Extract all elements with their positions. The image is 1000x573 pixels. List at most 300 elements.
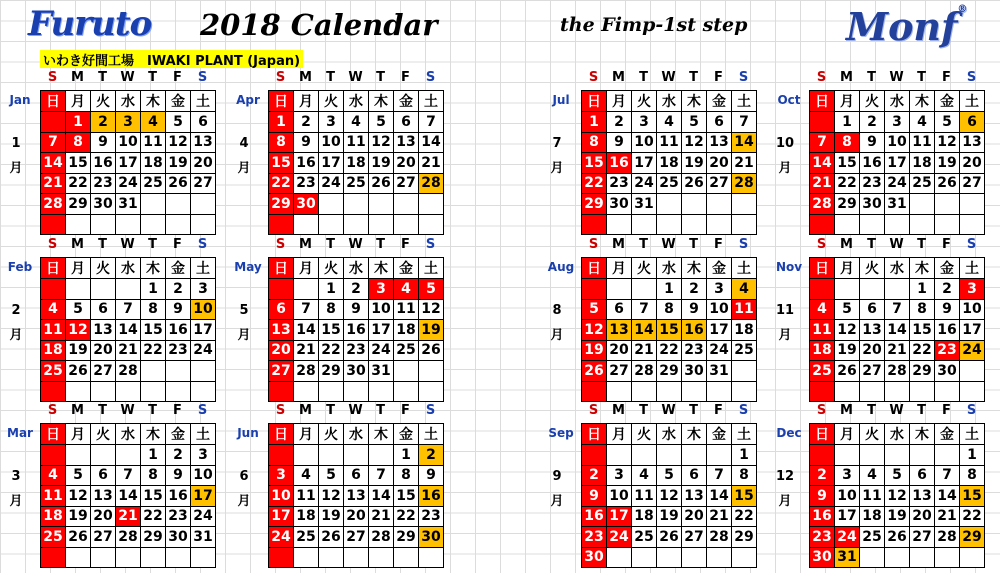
month-name: May <box>234 260 262 274</box>
day-cell: 24 <box>319 173 344 194</box>
weekday-en-label: W <box>661 70 676 85</box>
month-kanji: 月 <box>550 493 564 509</box>
weekday-jp-label: 木 <box>682 91 707 112</box>
day-cell: 28 <box>419 173 444 194</box>
day-cell: 2 <box>91 112 116 133</box>
weekday-jp-label: 月 <box>607 91 632 112</box>
weekday-en-label: T <box>98 403 107 418</box>
day-cell: 16 <box>419 486 444 507</box>
weekday-header-jp <box>582 258 757 279</box>
empty-day-cell <box>960 381 985 402</box>
week-row <box>41 173 216 194</box>
week-row <box>269 173 444 194</box>
month-number: 3 <box>11 469 21 484</box>
weekday-jp-label: 土 <box>960 258 985 279</box>
day-cell: 16 <box>91 153 116 174</box>
day-cell: 19 <box>66 340 91 361</box>
day-cell: 9 <box>810 486 835 507</box>
empty-day-cell <box>810 214 835 235</box>
weekday-jp-label: 金 <box>166 424 191 445</box>
day-cell: 10 <box>319 132 344 153</box>
week-row <box>269 486 444 507</box>
day-cell: 13 <box>191 132 216 153</box>
week-row <box>810 527 985 548</box>
weekday-en-label: T <box>148 403 157 418</box>
weekday-en-label: F <box>942 70 951 85</box>
month-name: Jul <box>552 93 570 107</box>
day-cell: 17 <box>191 320 216 341</box>
month-kanji: 月 <box>778 160 792 176</box>
day-cell: 13 <box>607 320 632 341</box>
weekday-header-en <box>581 403 756 418</box>
day-cell: 14 <box>369 486 394 507</box>
empty-day-cell <box>116 547 141 568</box>
day-cell: 28 <box>810 194 835 215</box>
weekday-jp-label: 金 <box>394 258 419 279</box>
week-row <box>269 299 444 320</box>
empty-day-cell <box>885 279 910 300</box>
weekday-en-label: M <box>840 70 853 85</box>
day-cell: 7 <box>41 132 66 153</box>
empty-day-cell <box>394 214 419 235</box>
empty-day-cell <box>582 214 607 235</box>
day-cell: 6 <box>91 465 116 486</box>
week-row <box>269 112 444 133</box>
day-cell: 24 <box>835 527 860 548</box>
empty-day-cell <box>269 214 294 235</box>
weekday-en-label: S <box>966 403 977 418</box>
weekday-en-label: S <box>588 70 599 85</box>
weekday-jp-label: 火 <box>319 258 344 279</box>
day-cell: 2 <box>860 112 885 133</box>
week-row <box>810 547 985 568</box>
day-cell: 27 <box>707 173 732 194</box>
day-cell: 15 <box>269 153 294 174</box>
empty-day-cell <box>191 194 216 215</box>
weekday-header-jp <box>41 91 216 112</box>
day-cell: 6 <box>707 112 732 133</box>
day-cell: 17 <box>835 506 860 527</box>
empty-day-cell <box>910 381 935 402</box>
empty-day-cell <box>191 547 216 568</box>
month-grid <box>809 257 985 402</box>
weekday-jp-label: 木 <box>369 91 394 112</box>
day-cell: 16 <box>607 153 632 174</box>
week-row <box>41 279 216 300</box>
day-cell: 29 <box>835 194 860 215</box>
day-cell: 14 <box>116 486 141 507</box>
day-cell: 25 <box>394 340 419 361</box>
day-cell: 20 <box>960 153 985 174</box>
day-cell: 14 <box>116 320 141 341</box>
month-number: 10 <box>775 136 795 151</box>
weekday-en-label: W <box>661 237 676 252</box>
weekday-en-label: M <box>71 237 84 252</box>
weekday-en-label: M <box>299 237 312 252</box>
day-cell: 27 <box>960 173 985 194</box>
day-cell: 8 <box>269 132 294 153</box>
week-row <box>582 527 757 548</box>
day-cell: 17 <box>191 486 216 507</box>
weekday-header-jp <box>41 424 216 445</box>
day-cell: 4 <box>294 465 319 486</box>
day-cell: 8 <box>960 465 985 486</box>
weekday-jp-label: 火 <box>319 424 344 445</box>
month-name: Apr <box>236 93 260 107</box>
month-kanji: 月 <box>550 160 564 176</box>
day-cell: 21 <box>116 506 141 527</box>
day-cell: 30 <box>682 361 707 382</box>
day-cell: 16 <box>860 153 885 174</box>
day-cell: 7 <box>707 465 732 486</box>
plant-label: いわき好間工場 IWAKI PLANT (Japan) <box>40 50 303 68</box>
week-row <box>41 486 216 507</box>
weekday-en-label: F <box>401 403 410 418</box>
empty-day-cell <box>860 547 885 568</box>
day-cell: 24 <box>116 173 141 194</box>
empty-day-cell <box>632 214 657 235</box>
weekday-jp-label: 木 <box>910 91 935 112</box>
day-cell: 4 <box>860 465 885 486</box>
weekday-en-label: S <box>588 237 599 252</box>
week-row <box>810 361 985 382</box>
day-cell: 6 <box>910 465 935 486</box>
month-number: 11 <box>775 303 795 318</box>
day-cell: 13 <box>91 320 116 341</box>
empty-day-cell <box>935 194 960 215</box>
weekday-en-label: W <box>120 70 135 85</box>
day-cell: 27 <box>910 527 935 548</box>
weekday-jp-label: 金 <box>394 91 419 112</box>
day-cell: 4 <box>41 299 66 320</box>
empty-day-cell <box>294 381 319 402</box>
day-cell: 1 <box>141 445 166 466</box>
weekday-en-label: T <box>639 237 648 252</box>
day-cell: 21 <box>885 340 910 361</box>
weekday-jp-label: 日 <box>269 424 294 445</box>
week-row <box>269 194 444 215</box>
day-cell: 8 <box>141 465 166 486</box>
day-cell: 22 <box>394 506 419 527</box>
day-cell: 10 <box>607 486 632 507</box>
day-cell: 7 <box>810 132 835 153</box>
week-row <box>269 361 444 382</box>
day-cell: 9 <box>935 299 960 320</box>
weekday-jp-label: 金 <box>166 258 191 279</box>
day-cell: 11 <box>41 320 66 341</box>
day-cell: 19 <box>835 340 860 361</box>
day-cell: 5 <box>319 465 344 486</box>
week-row <box>41 299 216 320</box>
empty-day-cell <box>419 214 444 235</box>
weekday-jp-label: 月 <box>835 258 860 279</box>
day-cell: 22 <box>319 340 344 361</box>
empty-day-cell <box>269 279 294 300</box>
day-cell: 12 <box>369 132 394 153</box>
weekday-en-label: W <box>120 237 135 252</box>
day-cell: 13 <box>860 320 885 341</box>
empty-day-cell <box>419 194 444 215</box>
empty-day-cell <box>369 381 394 402</box>
day-cell: 17 <box>707 320 732 341</box>
day-cell: 10 <box>960 299 985 320</box>
day-cell: 26 <box>682 173 707 194</box>
day-cell: 27 <box>269 361 294 382</box>
day-cell: 23 <box>419 506 444 527</box>
week-row <box>582 340 757 361</box>
day-cell: 3 <box>369 279 394 300</box>
empty-day-cell <box>707 194 732 215</box>
day-cell: 27 <box>344 527 369 548</box>
empty-day-cell <box>91 547 116 568</box>
weekday-en-label: S <box>966 70 977 85</box>
week-row <box>41 320 216 341</box>
weekday-en-label: W <box>348 237 363 252</box>
day-cell: 2 <box>166 279 191 300</box>
empty-day-cell <box>607 381 632 402</box>
month-name: Mar <box>7 426 33 440</box>
empty-day-cell <box>607 547 632 568</box>
weekday-en-label: T <box>326 403 335 418</box>
day-cell: 11 <box>141 132 166 153</box>
day-cell: 18 <box>41 506 66 527</box>
weekday-en-label: S <box>588 403 599 418</box>
empty-day-cell <box>166 214 191 235</box>
empty-day-cell <box>885 445 910 466</box>
weekday-header-en <box>40 403 215 418</box>
empty-day-cell <box>682 445 707 466</box>
week-row <box>269 445 444 466</box>
day-cell: 14 <box>732 132 757 153</box>
week-row <box>269 132 444 153</box>
week-row <box>582 132 757 153</box>
day-cell: 18 <box>344 153 369 174</box>
month-grid <box>809 423 985 568</box>
day-cell: 20 <box>91 340 116 361</box>
day-cell: 10 <box>191 299 216 320</box>
empty-day-cell <box>369 214 394 235</box>
day-cell: 26 <box>835 361 860 382</box>
weekday-jp-label: 金 <box>707 424 732 445</box>
weekday-en-label: F <box>714 70 723 85</box>
day-cell: 22 <box>66 173 91 194</box>
day-cell: 21 <box>935 506 960 527</box>
day-cell: 24 <box>885 173 910 194</box>
day-cell: 23 <box>860 173 885 194</box>
empty-day-cell <box>810 279 835 300</box>
day-cell: 23 <box>294 173 319 194</box>
week-row <box>269 153 444 174</box>
weekday-jp-label: 木 <box>910 258 935 279</box>
weekday-jp-label: 土 <box>732 424 757 445</box>
month-grid <box>581 90 757 235</box>
weekday-jp-label: 火 <box>91 258 116 279</box>
day-cell: 19 <box>369 153 394 174</box>
week-row <box>582 486 757 507</box>
weekday-en-label: T <box>98 237 107 252</box>
day-cell: 12 <box>885 486 910 507</box>
day-cell: 16 <box>935 320 960 341</box>
day-cell: 27 <box>607 361 632 382</box>
weekday-jp-label: 金 <box>707 91 732 112</box>
furuto-logo: Furuto <box>28 4 152 44</box>
day-cell: 17 <box>960 320 985 341</box>
week-row <box>810 381 985 402</box>
weekday-jp-label: 火 <box>632 424 657 445</box>
day-cell: 10 <box>885 132 910 153</box>
day-cell: 4 <box>632 465 657 486</box>
day-cell: 26 <box>885 527 910 548</box>
day-cell: 21 <box>419 153 444 174</box>
empty-day-cell <box>319 547 344 568</box>
day-cell: 22 <box>732 506 757 527</box>
week-row <box>582 320 757 341</box>
week-row <box>269 340 444 361</box>
weekday-en-label: S <box>966 237 977 252</box>
day-cell: 9 <box>166 299 191 320</box>
weekday-header-en <box>268 70 443 85</box>
day-cell: 12 <box>166 132 191 153</box>
day-cell: 9 <box>582 486 607 507</box>
day-cell: 14 <box>632 320 657 341</box>
weekday-jp-label: 水 <box>657 424 682 445</box>
day-cell: 6 <box>394 112 419 133</box>
weekday-jp-label: 火 <box>91 424 116 445</box>
empty-day-cell <box>960 361 985 382</box>
week-row <box>582 112 757 133</box>
weekday-en-label: F <box>942 237 951 252</box>
weekday-en-label: F <box>714 403 723 418</box>
weekday-en-label: S <box>425 403 436 418</box>
weekday-en-label: M <box>840 403 853 418</box>
day-cell: 8 <box>141 299 166 320</box>
day-cell: 4 <box>344 112 369 133</box>
weekday-jp-label: 木 <box>141 258 166 279</box>
registered-mark: ® <box>957 4 968 15</box>
weekday-en-label: T <box>98 70 107 85</box>
weekday-en-label: T <box>689 403 698 418</box>
week-row <box>810 465 985 486</box>
weekday-jp-label: 火 <box>632 91 657 112</box>
day-cell: 2 <box>810 465 835 486</box>
weekday-en-label: S <box>197 237 208 252</box>
weekday-jp-label: 日 <box>810 424 835 445</box>
day-cell: 7 <box>885 299 910 320</box>
weekday-jp-label: 金 <box>935 424 960 445</box>
week-row <box>810 194 985 215</box>
day-cell: 11 <box>344 132 369 153</box>
day-cell: 5 <box>885 465 910 486</box>
weekday-jp-label: 月 <box>294 258 319 279</box>
day-cell: 25 <box>344 173 369 194</box>
day-cell: 12 <box>935 132 960 153</box>
weekday-jp-label: 火 <box>860 91 885 112</box>
day-cell: 1 <box>732 445 757 466</box>
weekday-en-label: M <box>71 70 84 85</box>
day-cell: 9 <box>682 299 707 320</box>
day-cell: 16 <box>682 320 707 341</box>
day-cell: 24 <box>960 340 985 361</box>
month-name: Jan <box>9 93 31 107</box>
day-cell: 23 <box>935 340 960 361</box>
day-cell: 1 <box>960 445 985 466</box>
month-grid <box>40 257 216 402</box>
day-cell: 29 <box>582 194 607 215</box>
month-number: 5 <box>239 303 249 318</box>
day-cell: 30 <box>166 527 191 548</box>
day-cell: 24 <box>191 340 216 361</box>
day-cell: 6 <box>960 112 985 133</box>
empty-day-cell <box>294 547 319 568</box>
day-cell: 15 <box>582 153 607 174</box>
weekday-jp-label: 木 <box>910 424 935 445</box>
weekday-en-label: W <box>889 237 904 252</box>
day-cell: 11 <box>732 299 757 320</box>
weekday-en-label: F <box>401 237 410 252</box>
empty-day-cell <box>191 361 216 382</box>
empty-day-cell <box>657 194 682 215</box>
day-cell: 6 <box>860 299 885 320</box>
day-cell: 30 <box>582 547 607 568</box>
empty-day-cell <box>141 547 166 568</box>
weekday-jp-label: 土 <box>191 91 216 112</box>
day-cell: 8 <box>835 132 860 153</box>
weekday-en-label: S <box>197 403 208 418</box>
week-row <box>41 214 216 235</box>
empty-day-cell <box>319 214 344 235</box>
week-row <box>810 214 985 235</box>
day-cell: 26 <box>319 527 344 548</box>
weekday-en-label: S <box>816 403 827 418</box>
weekday-jp-label: 土 <box>960 91 985 112</box>
empty-day-cell <box>419 381 444 402</box>
weekday-en-label: S <box>47 403 58 418</box>
weekday-header-jp <box>582 91 757 112</box>
weekday-en-label: S <box>816 237 827 252</box>
weekday-en-label: M <box>612 237 625 252</box>
weekday-en-label: W <box>661 403 676 418</box>
empty-day-cell <box>41 445 66 466</box>
day-cell: 12 <box>682 132 707 153</box>
day-cell: 1 <box>582 112 607 133</box>
day-cell: 31 <box>835 547 860 568</box>
weekday-jp-label: 火 <box>91 91 116 112</box>
empty-day-cell <box>810 381 835 402</box>
empty-day-cell <box>66 547 91 568</box>
day-cell: 23 <box>166 506 191 527</box>
day-cell: 11 <box>632 486 657 507</box>
weekday-en-label: T <box>326 70 335 85</box>
month-name: Nov <box>775 260 803 274</box>
weekday-jp-label: 水 <box>116 91 141 112</box>
month-name: Sep <box>548 426 574 440</box>
empty-day-cell <box>91 214 116 235</box>
weekday-jp-label: 水 <box>885 258 910 279</box>
day-cell: 18 <box>632 506 657 527</box>
day-cell: 9 <box>607 132 632 153</box>
weekday-en-label: S <box>738 237 749 252</box>
day-cell: 17 <box>269 506 294 527</box>
day-cell: 19 <box>657 506 682 527</box>
day-cell: 7 <box>369 465 394 486</box>
weekday-en-label: T <box>376 237 385 252</box>
weekday-jp-label: 日 <box>269 258 294 279</box>
empty-day-cell <box>632 445 657 466</box>
day-cell: 4 <box>810 299 835 320</box>
day-cell: 13 <box>344 486 369 507</box>
empty-day-cell <box>394 547 419 568</box>
empty-day-cell <box>116 214 141 235</box>
